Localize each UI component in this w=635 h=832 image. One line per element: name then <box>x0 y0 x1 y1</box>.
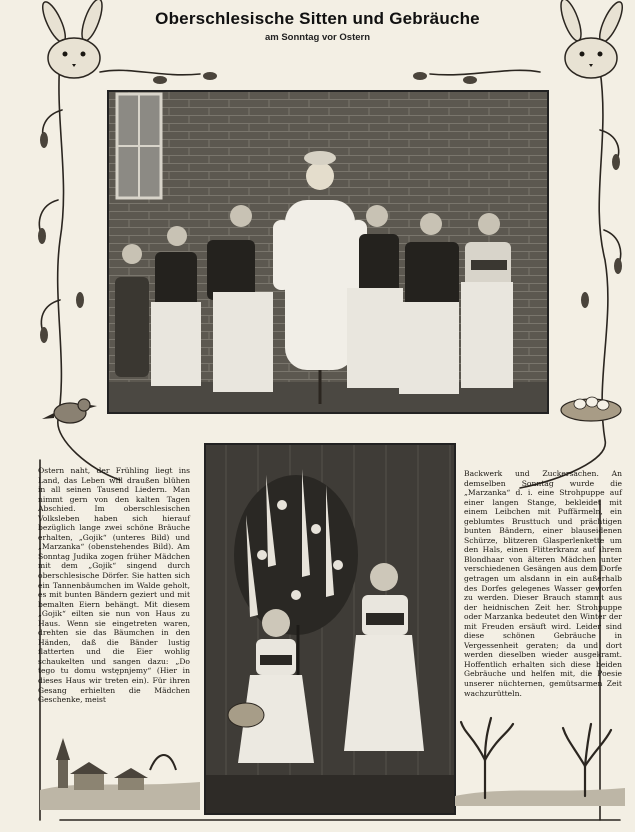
page-subtitle: am Sonntag vor Ostern <box>264 32 371 43</box>
article-text-left: Ostern naht, der Frühling liegt ins Land, das Leben will draußen blühen in all seinen Tausend Liedern. Man nimmt gern von den kalten Tagen Abschied. Im oberschlesischen Volksleben haben sich hierauf bezüglich lange zwei schöne Bräuche erhalten, „Gojik“ (unteres Bild) und „Marzanka“ (obenstehendes Bild). Am Sonntag Judika zogen früher Mädchen mit dem „Gojik“ singend durch oberschlesische Dörfer. Sie hatten sich ein Tannenbäumchen im Walde geholt, es mit bunten Bändern geziert und mit bemalten Eiern behängt. Mit diesem „Gojik“ eilten sie nun von Haus zu Haus. Wenn sie eingetreten waren, drehten sie das Bäumchen in den Händen, daß die Bänder lustig flatterten und die Eier wohlig schaukelten und sangen dazu: „Do tego tu domu wstępnjemy“ (Hier in dieses Haus wir treten ein). Für ihren Gesang erhielten die Mädchen Geschenke, meist <box>38 466 190 705</box>
article-text-right: Backwerk und Zuckersachen. An demselben Sonntag wurde die „Marzanka“ d. i. eine Strohpuppe auf einer langen Stange, bekleidet mit einem Leibchen mit Puffärmeln, ein geblumtes Brusttuch und prächtigen bunten Bändern, einer blauseidenen Schürze, blitzeren Glasperlenkette um den Hals, einen Flitterkranz auf ihrem Blondhaar von älteren Mädchen unter verschiedenen Gesängen aus dem Dorfe getragen um alsdann in ein außerhalb des Dorfes gelegenes Wasser geworfen zu werden. Dieser Brauch stammt aus der heidnischen Zeit her. Strohpuppe oder Marzanka bedeutet den Winter der mit Freuden ersäuft wird. Leider sind diese schönen Gebräuche in Vergessenheit geraten; da und dort werden dieselben wieder ausgekramt. Hoffentlich erhalten sich diese beiden Gebräuche und helfen mit, die Poesie unserer nüchternen, gemütsarmen Zeit wachzurütteln. <box>464 469 622 698</box>
photo-marzanka <box>107 90 549 414</box>
bird-icon <box>40 385 100 435</box>
nest-eggs-icon <box>556 388 626 424</box>
photo-gojik <box>204 443 456 815</box>
willow-tree-icon <box>455 716 625 806</box>
page-title: Oberschlesische Sitten und Gebräuche <box>155 9 480 28</box>
village-church-icon <box>40 730 200 810</box>
